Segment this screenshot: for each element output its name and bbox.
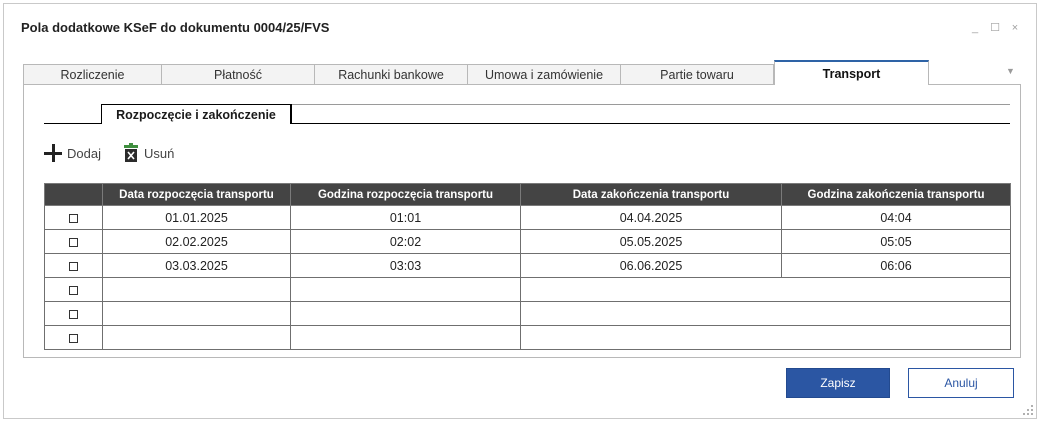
tab-rachunki-bankowe[interactable]: Rachunki bankowe: [314, 64, 467, 84]
dialog-window: [3, 3, 1037, 419]
row-checkbox[interactable]: [69, 286, 78, 295]
subtab-bar: [44, 104, 1010, 124]
end-date-cell[interactable]: 04.04.2025: [521, 206, 782, 230]
row-checkbox[interactable]: [69, 262, 78, 271]
start-time-cell[interactable]: 01:01: [291, 206, 521, 230]
row-select-cell: [45, 206, 103, 230]
save-button[interactable]: Zapisz: [786, 368, 890, 398]
start-time-cell[interactable]: 03:03: [291, 254, 521, 278]
column-header-start-time[interactable]: Godzina rozpoczęcia transportu: [291, 184, 521, 206]
subtab-rule: [292, 104, 1010, 124]
subtab-spacer: [44, 104, 101, 124]
start-time-cell[interactable]: [291, 278, 521, 302]
start-time-cell[interactable]: 02:02: [291, 230, 521, 254]
row-checkbox[interactable]: [69, 238, 78, 247]
tab-bar: [23, 60, 1023, 84]
row-select-cell: [45, 302, 103, 326]
maximize-icon[interactable]: ☐: [990, 22, 1000, 34]
add-button[interactable]: [44, 144, 101, 162]
start-time-cell[interactable]: [291, 302, 521, 326]
end-time-cell[interactable]: 04:04: [782, 206, 1011, 230]
remove-button[interactable]: [123, 143, 174, 163]
tab-partie-towaru[interactable]: Partie towaru: [620, 64, 774, 84]
add-button-label: Dodaj: [67, 145, 101, 161]
transport-panel: [23, 84, 1021, 358]
remove-button-label: Usuń: [143, 145, 175, 161]
table-row[interactable]: [45, 302, 1011, 326]
table-row[interactable]: [45, 206, 1011, 230]
tab-platnosc[interactable]: Płatność: [161, 64, 314, 84]
start-date-cell[interactable]: [103, 302, 291, 326]
table-row[interactable]: [45, 254, 1011, 278]
resize-grip-icon[interactable]: [1023, 405, 1033, 415]
end-time-cell[interactable]: 06:06: [782, 254, 1011, 278]
end-time-cell[interactable]: 05:05: [782, 230, 1011, 254]
row-checkbox[interactable]: [69, 334, 78, 343]
row-select-cell: [45, 326, 103, 350]
start-time-cell[interactable]: [291, 326, 521, 350]
start-date-cell[interactable]: 03.03.2025: [103, 254, 291, 278]
window-controls: [970, 22, 1020, 34]
grid-header-row: [45, 184, 1011, 206]
start-date-cell[interactable]: 02.02.2025: [103, 230, 291, 254]
row-select-cell: [45, 230, 103, 254]
end-date-cell[interactable]: 05.05.2025: [521, 230, 782, 254]
subtab-rozpoczecie-i-zakonczenie[interactable]: Rozpoczęcie i zakończenie: [101, 104, 292, 124]
dialog-title: Pola dodatkowe KSeF do dokumentu 0004/25/FVS: [21, 20, 330, 35]
column-header-end-date[interactable]: Data zakończenia transportu: [521, 184, 782, 206]
minimize-icon[interactable]: _: [971, 22, 979, 34]
table-row[interactable]: [45, 278, 1011, 302]
toolbar: [44, 143, 174, 163]
tab-overflow-chevron-down-icon[interactable]: ▼: [1006, 66, 1015, 76]
row-select-cell: [45, 278, 103, 302]
end-cell-merged[interactable]: [521, 302, 1011, 326]
start-date-cell[interactable]: [103, 326, 291, 350]
transport-grid: [44, 183, 1011, 350]
plus-icon: [44, 144, 62, 162]
table-row[interactable]: [45, 230, 1011, 254]
column-header-end-time[interactable]: Godzina zakończenia transportu: [782, 184, 1011, 206]
cancel-button[interactable]: Anuluj: [908, 368, 1014, 398]
column-header-start-date[interactable]: Data rozpoczęcia transportu: [103, 184, 291, 206]
start-date-cell[interactable]: [103, 278, 291, 302]
column-header-select: [45, 184, 103, 206]
tab-transport[interactable]: Transport: [774, 60, 929, 85]
row-checkbox[interactable]: [69, 214, 78, 223]
start-date-cell[interactable]: 01.01.2025: [103, 206, 291, 230]
tab-rozliczenie[interactable]: Rozliczenie: [23, 64, 161, 84]
end-cell-merged[interactable]: [521, 278, 1011, 302]
close-icon[interactable]: ×: [1011, 22, 1019, 34]
row-select-cell: [45, 254, 103, 278]
tab-umowa-i-zamowienie[interactable]: Umowa i zamówienie: [467, 64, 620, 84]
end-date-cell[interactable]: 06.06.2025: [521, 254, 782, 278]
row-checkbox[interactable]: [69, 310, 78, 319]
end-cell-merged[interactable]: [521, 326, 1011, 350]
trash-icon: [123, 143, 139, 163]
table-row[interactable]: [45, 326, 1011, 350]
